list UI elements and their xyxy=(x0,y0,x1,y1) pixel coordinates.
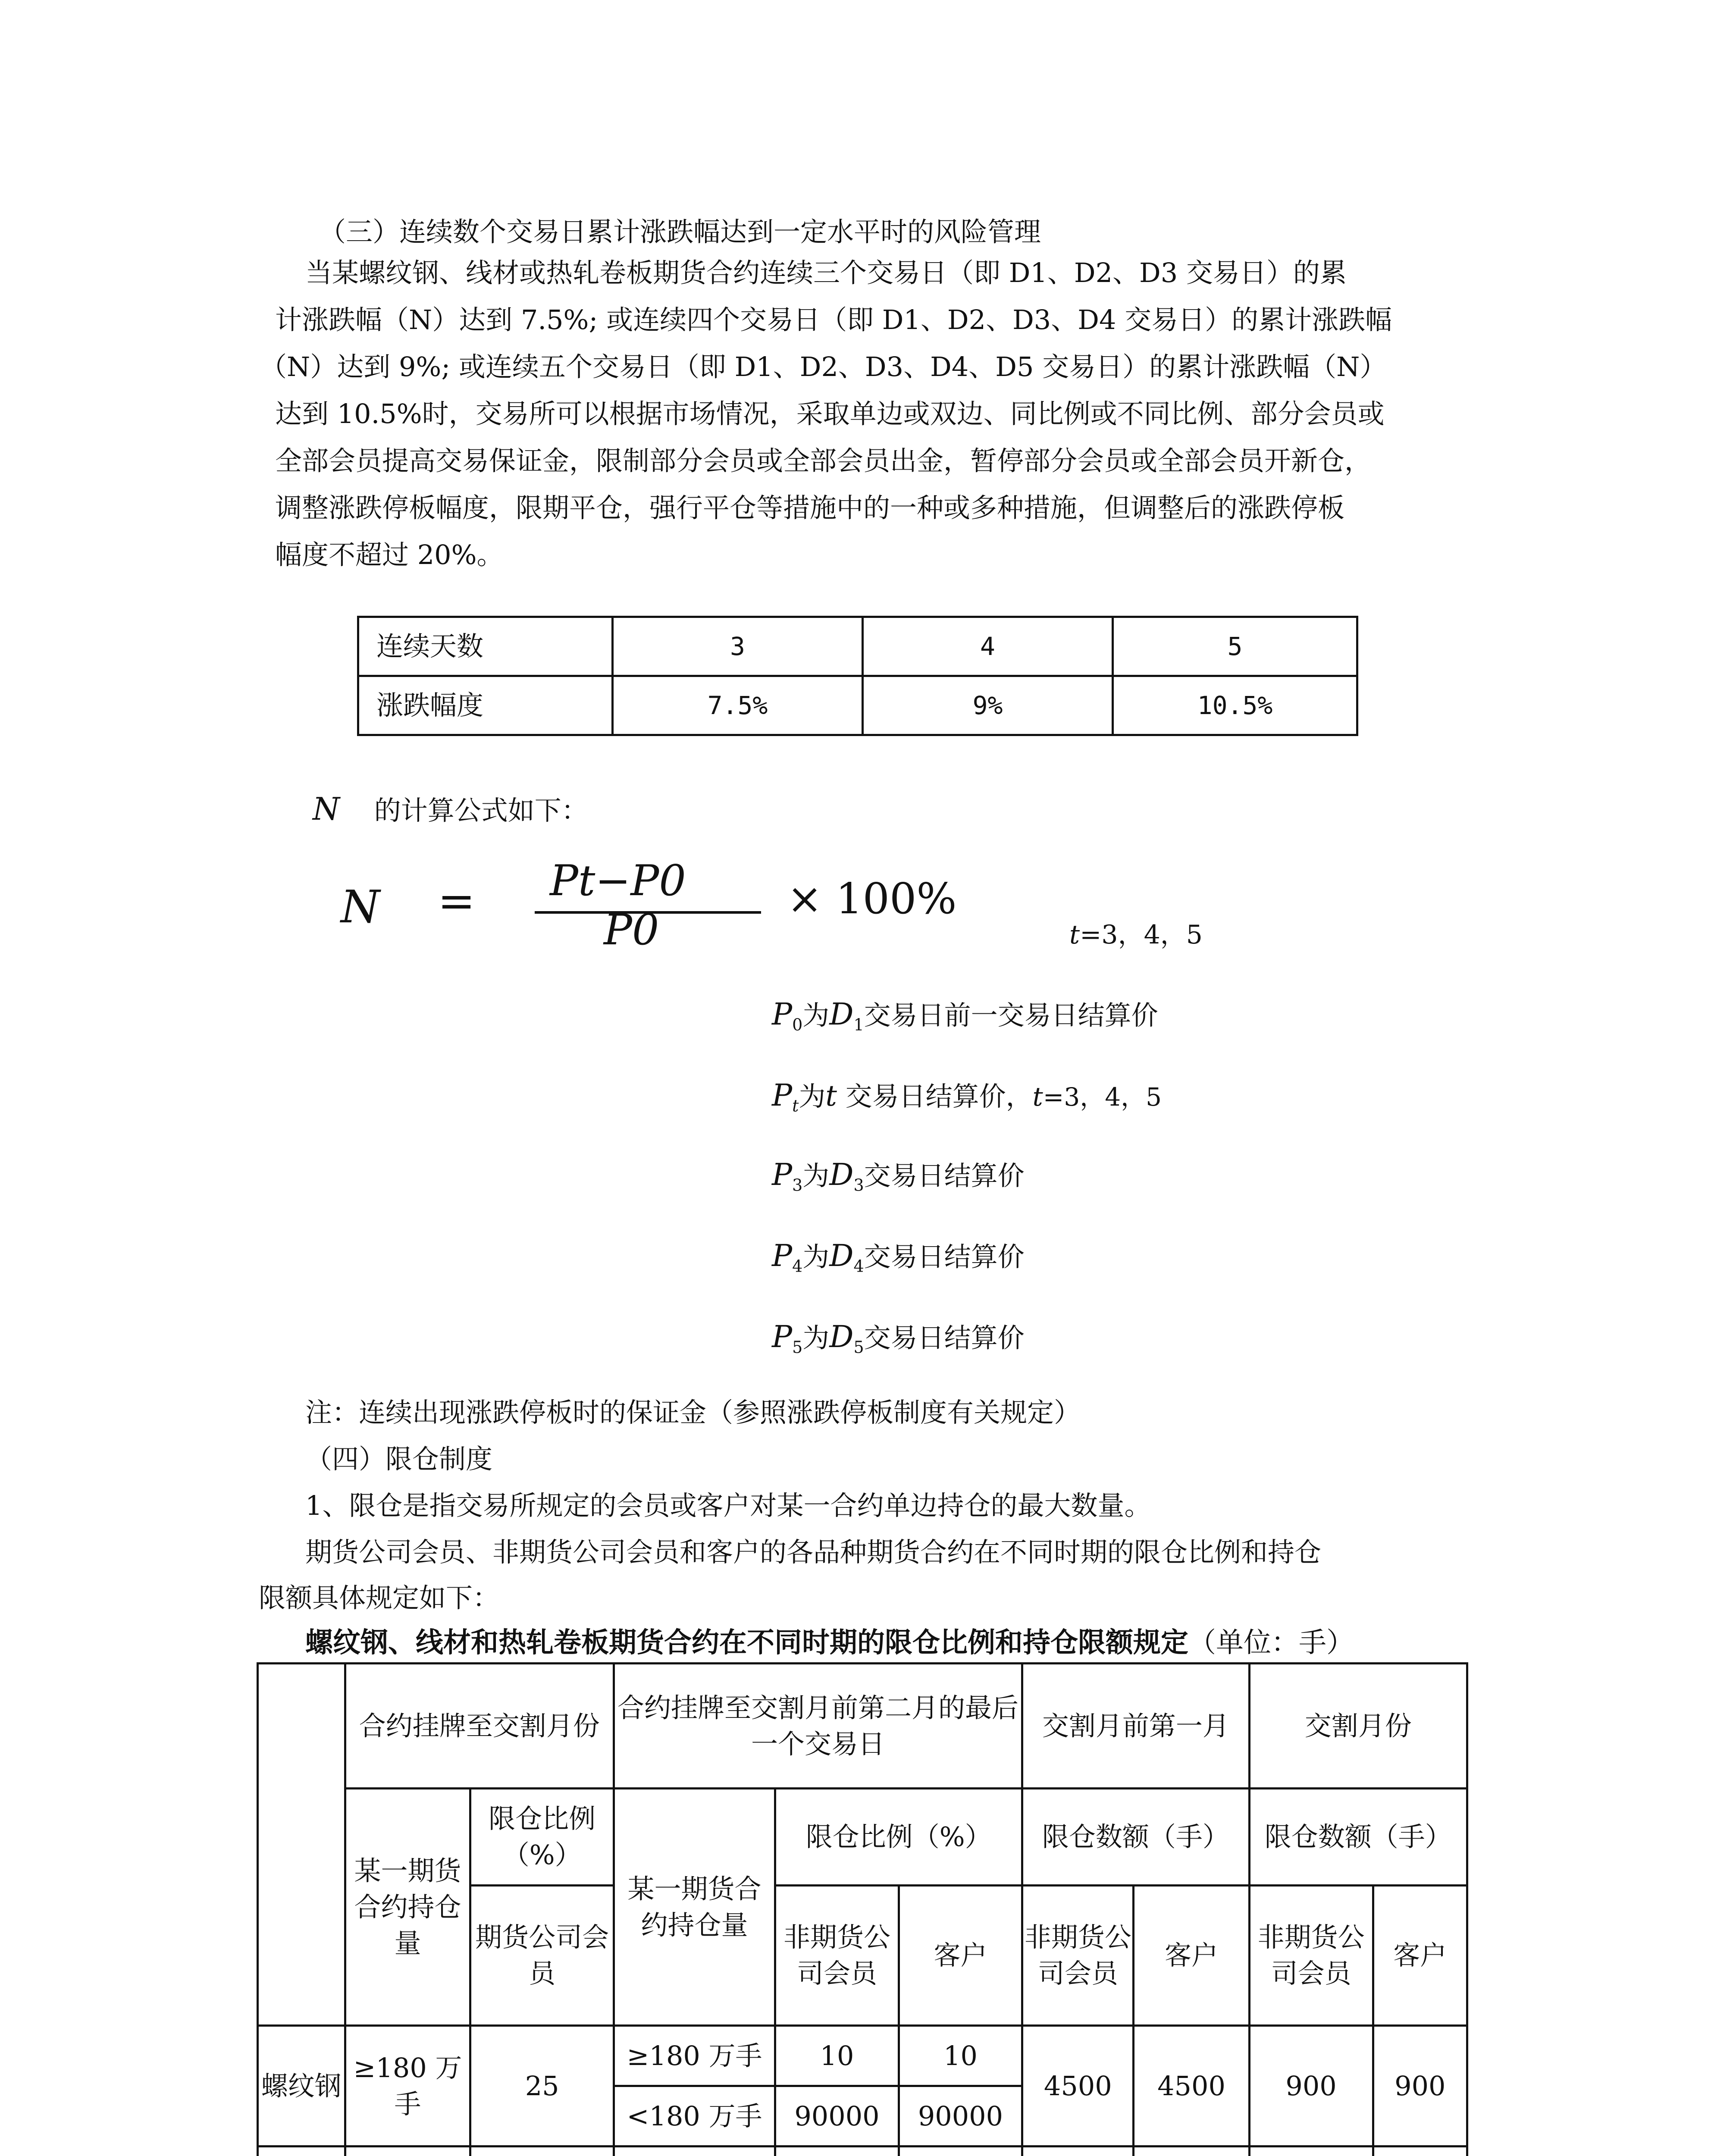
table-cell xyxy=(470,2147,614,2156)
definition-p0 xyxy=(772,991,1158,1048)
table-header: 某一期货合约持仓量 xyxy=(614,1789,775,2026)
table-cell: 10.5% xyxy=(1113,676,1357,735)
variable-n: N xyxy=(313,791,340,827)
table-cell: <180 万手 xyxy=(614,2086,775,2147)
table-row xyxy=(258,1664,1467,1789)
table-cell xyxy=(614,2147,775,2156)
table-cell xyxy=(899,2147,1022,2156)
subscript: 0 xyxy=(792,1015,803,1034)
table-header: 合约挂牌至交割月份 xyxy=(345,1664,614,1789)
subscript: 5 xyxy=(792,1338,803,1357)
formula-t-range xyxy=(1069,914,1203,951)
formula-equals: = xyxy=(438,874,476,927)
table-header: 限仓数额（手） xyxy=(1022,1789,1249,1886)
definition-p5 xyxy=(772,1313,1025,1370)
symbol-p: P xyxy=(772,1157,793,1192)
table-header: 限仓比例（%） xyxy=(775,1789,1022,1886)
table-cell xyxy=(775,2147,899,2156)
symbol-p: P xyxy=(772,997,793,1032)
definition-text: 交易日结算价， xyxy=(837,1081,1033,1112)
subscript: 5 xyxy=(853,1338,864,1357)
paragraph-line: 计涨跌幅（N）达到 7.5%; 或连续四个交易日（即 D1、D2、D3、D4 交易日）的累计涨跌幅 xyxy=(275,304,1392,335)
symbol-d: D xyxy=(829,997,854,1032)
definition-text: 交易日结算价 xyxy=(864,1322,1025,1354)
table-cell: 4 xyxy=(863,617,1113,676)
symbol-p: P xyxy=(772,1319,793,1354)
paragraph-line: 达到 10.5%时，交易所可以根据市场情况，采取单边或双边、同比例或不同比例、部分会员或 xyxy=(275,398,1385,429)
table-cell xyxy=(1022,2147,1134,2156)
margin-note: 注：连续出现涨跌停板时的保证金（参照涨跌停板制度有关规定） xyxy=(305,1397,1081,1428)
formula-intro-text: 的计算公式如下： xyxy=(374,795,588,826)
table-cell: 10 xyxy=(899,2026,1022,2086)
definition-verb: 为 xyxy=(802,1000,830,1031)
table-row xyxy=(358,676,1357,735)
table-row xyxy=(258,2147,1467,2156)
subscript: 4 xyxy=(853,1257,864,1276)
formula-lhs: N xyxy=(341,881,380,933)
definition-text: 交易日结算价 xyxy=(864,1160,1025,1191)
formula-intro xyxy=(313,786,588,834)
table-header: 交割月份 xyxy=(1249,1664,1467,1789)
section-heading: （三）连续数个交易日累计涨跌幅达到一定水平时的风险管理 xyxy=(319,216,1041,248)
table-row xyxy=(258,2026,1467,2086)
symbol-t: t xyxy=(1032,1082,1043,1112)
definition-text: 交易日结算价 xyxy=(864,1241,1025,1272)
symbol-t: t xyxy=(825,1079,837,1112)
paragraph-line: （N）达到 9%; 或连续五个交易日（即 D1、D2、D3、D4、D5 交易日）的累计涨跌幅（N） xyxy=(260,351,1387,382)
definition-verb: 为 xyxy=(802,1160,830,1191)
table-header: 限仓比例（%） xyxy=(470,1789,614,1886)
symbol-d: D xyxy=(829,1238,854,1273)
table-cell xyxy=(1249,2147,1373,2156)
paragraph-line: 限额具体规定如下： xyxy=(259,1582,500,1614)
subscript: 3 xyxy=(853,1175,864,1195)
table-header: 期货公司会员 xyxy=(470,1886,614,2026)
definition-pt xyxy=(772,1072,1162,1129)
table-cell: 4500 xyxy=(1134,2026,1249,2147)
table-cell xyxy=(1134,2147,1249,2156)
table-header: 非期货公司会员 xyxy=(1022,1886,1134,2026)
table-header: 客户 xyxy=(1134,1886,1249,2026)
symbol-p: P xyxy=(772,1078,793,1113)
table-cell-product xyxy=(258,2147,345,2156)
caption-unit: （单位：手） xyxy=(1188,1627,1354,1659)
table-header: 非期货公司会员 xyxy=(1249,1886,1373,2026)
caption-title: 螺纹钢、线材和热轧卷板期货合约在不同时期的限仓比例和持仓限额规定 xyxy=(305,1627,1188,1659)
formula-times: × 100% xyxy=(787,874,957,924)
symbol-d: D xyxy=(829,1319,854,1354)
t-values: =3，4，5 xyxy=(1080,920,1203,950)
table-cell: 连续天数 xyxy=(358,617,613,676)
table-header: 交割月前第一月 xyxy=(1022,1664,1249,1789)
formula-numerator: Pt−P0 xyxy=(550,856,686,906)
position-limit-table xyxy=(257,1662,1468,2156)
table-header: 合约挂牌至交割月前第二月的最后一个交易日 xyxy=(614,1664,1022,1789)
definition-tail: =3，4，5 xyxy=(1043,1082,1162,1112)
table-cell: 涨跌幅度 xyxy=(358,676,613,735)
table-header: 某一期货合约持仓量 xyxy=(345,1789,470,2026)
paragraph-line: 幅度不超过 20%。 xyxy=(275,539,504,570)
table-cell: ≥180 万手 xyxy=(614,2026,775,2086)
table-header: 非期货公司会员 xyxy=(775,1886,899,2026)
table-row xyxy=(358,617,1357,676)
formula-denominator: P0 xyxy=(604,906,659,955)
table-cell-empty xyxy=(258,1664,345,2026)
table-cell xyxy=(345,2147,470,2156)
section-heading: （四）限仓制度 xyxy=(305,1443,493,1475)
table-cell-product: 螺纹钢 xyxy=(258,2026,345,2147)
table-header: 客户 xyxy=(1373,1886,1467,2026)
table-cell: 90000 xyxy=(899,2086,1022,2147)
consecutive-days-table xyxy=(357,616,1358,736)
symbol-p: P xyxy=(772,1238,793,1273)
definition-verb: 为 xyxy=(799,1081,826,1112)
table-cell: 9% xyxy=(863,676,1113,735)
paragraph-cumulative-limit xyxy=(260,249,1472,578)
definition-p3 xyxy=(772,1151,1025,1208)
subscript: 3 xyxy=(792,1175,803,1195)
table-cell: 900 xyxy=(1373,2026,1467,2147)
table-header: 客户 xyxy=(899,1886,1022,2026)
definition-verb: 为 xyxy=(802,1241,830,1272)
table-row xyxy=(258,1789,1467,1886)
table-cell: 10 xyxy=(775,2026,899,2086)
cumulative-change-formula xyxy=(332,856,1203,957)
table-cell: 4500 xyxy=(1022,2026,1134,2147)
table-cell: 90000 xyxy=(775,2086,899,2147)
variable-t: t xyxy=(1069,920,1080,950)
subscript: t xyxy=(792,1096,799,1116)
table-header: 限仓数额（手） xyxy=(1249,1789,1467,1886)
definition-verb: 为 xyxy=(802,1322,830,1354)
table-cell xyxy=(1373,2147,1467,2156)
subscript: 4 xyxy=(792,1257,803,1276)
table-cell: 5 xyxy=(1113,617,1357,676)
definition-text: 交易日前一交易日结算价 xyxy=(864,1000,1158,1031)
table-caption xyxy=(305,1621,1354,1664)
paragraph-line: 当某螺纹钢、线材或热轧卷板期货合约连续三个交易日（即 D1、D2、D3 交易日）的累 xyxy=(305,257,1347,288)
paragraph-line: 期货公司会员、非期货公司会员和客户的各品种期货合约在不同时期的限仓比例和持仓 xyxy=(305,1536,1322,1568)
position-limit-definition: 1、限仓是指交易所规定的会员或客户对某一合约单边持仓的最大数量。 xyxy=(305,1490,1151,1521)
symbol-d: D xyxy=(829,1157,854,1192)
definition-p4 xyxy=(772,1232,1025,1289)
table-cell: 3 xyxy=(613,617,863,676)
paragraph-line: 调整涨跌停板幅度，限期平仓，强行平仓等措施中的一种或多种措施，但调整后的涨跌停板 xyxy=(275,492,1345,523)
table-cell: ≥180 万手 xyxy=(345,2026,470,2147)
table-cell: 25 xyxy=(470,2026,614,2147)
table-cell: 900 xyxy=(1249,2026,1373,2147)
subscript: 1 xyxy=(853,1015,864,1034)
paragraph-line: 全部会员提高交易保证金，限制部分会员或全部会员出金，暂停部分会员或全部会员开新仓， xyxy=(275,445,1372,476)
table-cell: 7.5% xyxy=(613,676,863,735)
